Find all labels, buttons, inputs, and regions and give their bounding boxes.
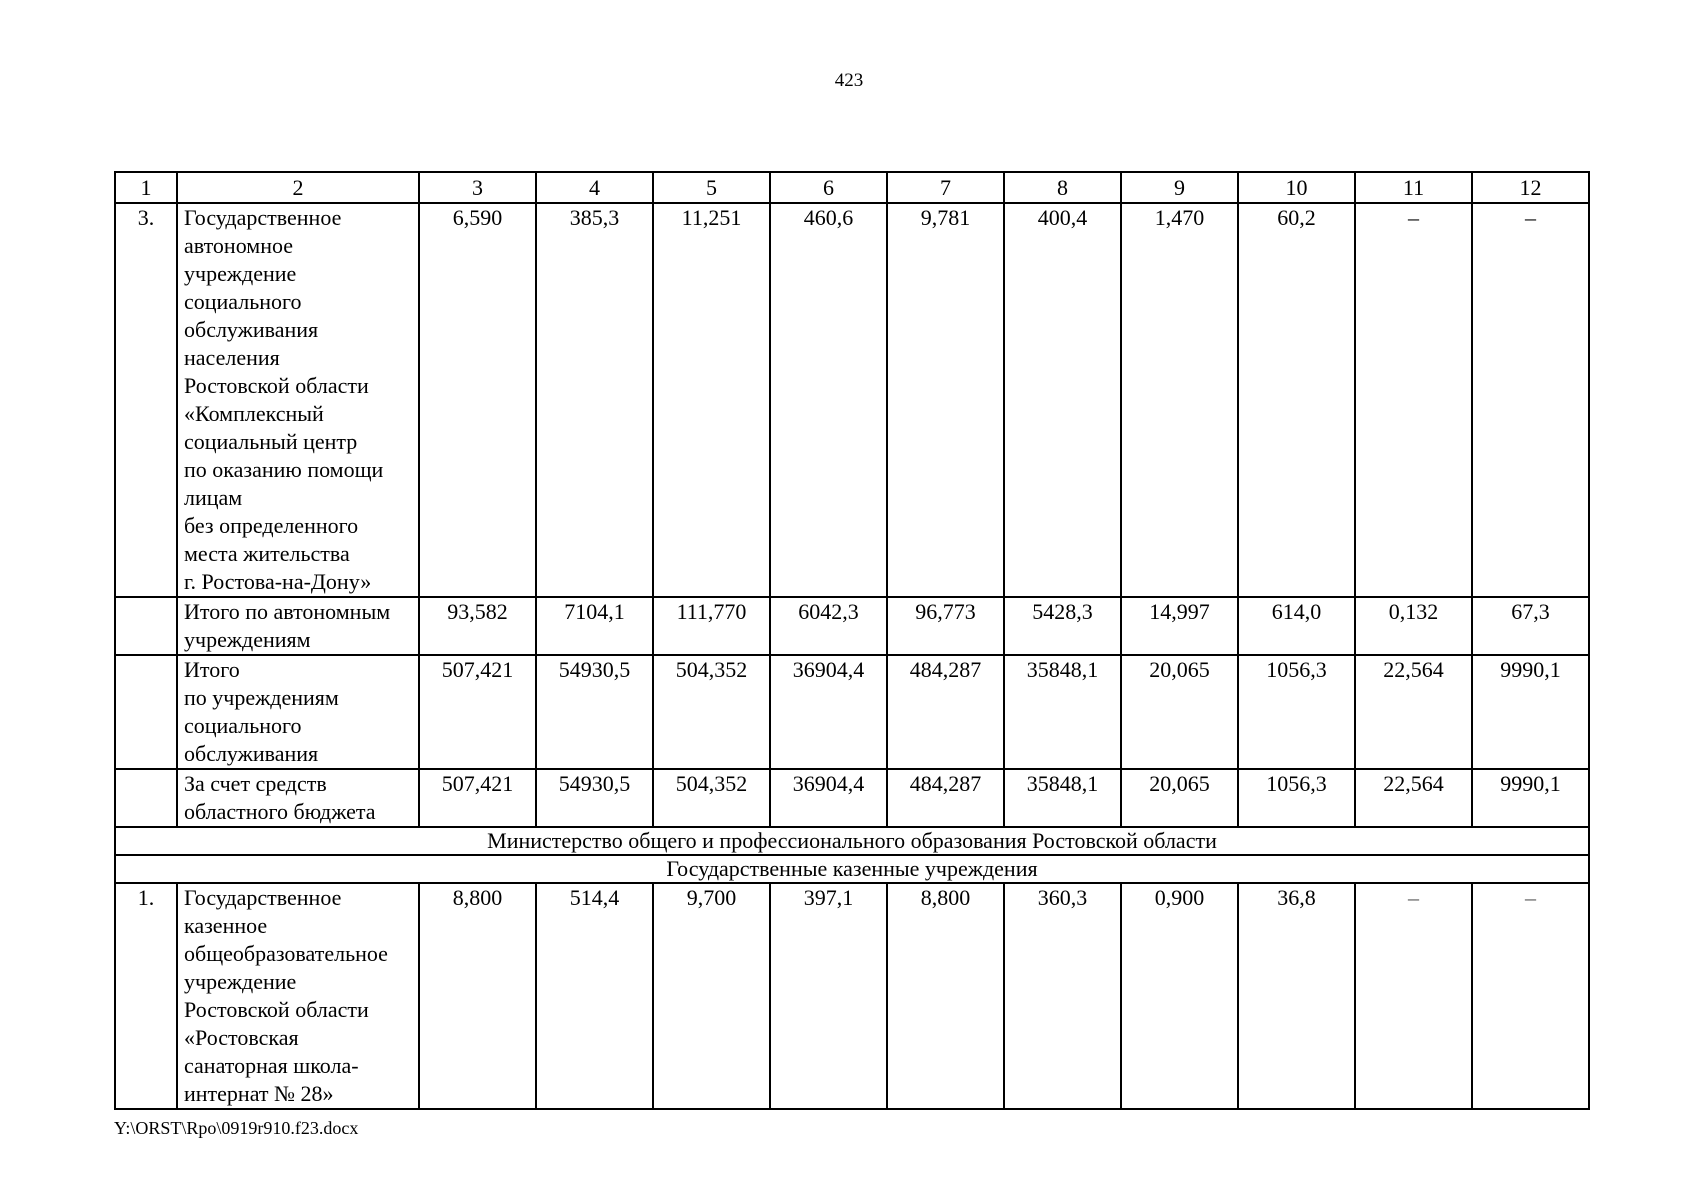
value-cell: 9990,1 [1472, 769, 1589, 827]
value-cell: 6,590 [419, 203, 536, 597]
value-cell: 507,421 [419, 769, 536, 827]
column-number: 3 [419, 172, 536, 203]
value-cell: – [1472, 203, 1589, 597]
value-cell: 507,421 [419, 655, 536, 769]
file-path-footer: Y:\ORST\Rpo\0919r910.f23.docx [114, 1118, 359, 1138]
row-number [115, 655, 177, 769]
value-cell: 22,564 [1355, 655, 1472, 769]
value-cell: 0,132 [1355, 597, 1472, 655]
value-cell: 360,3 [1004, 883, 1121, 1109]
value-cell: 484,287 [887, 769, 1004, 827]
value-cell: 385,3 [536, 203, 653, 597]
value-cell: 1056,3 [1238, 769, 1355, 827]
value-cell: 35848,1 [1004, 769, 1121, 827]
section-row [115, 827, 1589, 855]
value-cell: 8,800 [887, 883, 1004, 1109]
column-number: 5 [653, 172, 770, 203]
value-cell: – [1472, 883, 1589, 1109]
value-cell: 9990,1 [1472, 655, 1589, 769]
value-cell: 0,900 [1121, 883, 1238, 1109]
value-cell: 514,4 [536, 883, 653, 1109]
value-cell: 400,4 [1004, 203, 1121, 597]
value-cell: 460,6 [770, 203, 887, 597]
institution-name: За счет средств областного бюджета [177, 769, 419, 827]
value-cell: 111,770 [653, 597, 770, 655]
institution-name: Государственное казенное общеобразовательное учреждение Ростовской области «Ростовская санаторная школа- интернат № 28» [177, 883, 419, 1109]
value-cell: 9,781 [887, 203, 1004, 597]
column-number: 9 [1121, 172, 1238, 203]
page-number: 423 [834, 70, 864, 91]
ministry-heading: Министерство общего и профессионального образования Ростовской области [115, 827, 1589, 855]
value-cell: 93,582 [419, 597, 536, 655]
value-cell: 54930,5 [536, 769, 653, 827]
column-number: 7 [887, 172, 1004, 203]
value-cell: 9,700 [653, 883, 770, 1109]
row-number: 3. [115, 203, 177, 597]
value-cell: 96,773 [887, 597, 1004, 655]
value-cell: – [1355, 883, 1472, 1109]
row-number [115, 769, 177, 827]
value-cell: 54930,5 [536, 655, 653, 769]
institution-name: Итого по автономным учреждениям [177, 597, 419, 655]
value-cell: 6042,3 [770, 597, 887, 655]
value-cell: 397,1 [770, 883, 887, 1109]
table-row [115, 883, 1589, 1109]
value-cell: 36904,4 [770, 655, 887, 769]
institution-type-heading: Государственные казенные учреждения [115, 855, 1589, 883]
value-cell: 35848,1 [1004, 655, 1121, 769]
data-table [114, 171, 1590, 1110]
column-number: 2 [177, 172, 419, 203]
value-cell: 484,287 [887, 655, 1004, 769]
value-cell: 14,997 [1121, 597, 1238, 655]
value-cell: – [1355, 203, 1472, 597]
value-cell: 8,800 [419, 883, 536, 1109]
table-row [115, 203, 1589, 597]
column-number: 12 [1472, 172, 1589, 203]
value-cell: 11,251 [653, 203, 770, 597]
column-number: 11 [1355, 172, 1472, 203]
column-number: 8 [1004, 172, 1121, 203]
value-cell: 5428,3 [1004, 597, 1121, 655]
value-cell: 36,8 [1238, 883, 1355, 1109]
column-number: 4 [536, 172, 653, 203]
column-number: 1 [115, 172, 177, 203]
table-row [115, 769, 1589, 827]
section-row [115, 855, 1589, 883]
row-number: 1. [115, 883, 177, 1109]
value-cell: 504,352 [653, 769, 770, 827]
table-row [115, 655, 1589, 769]
institution-name: Итого по учреждениям социального обслуживания [177, 655, 419, 769]
value-cell: 504,352 [653, 655, 770, 769]
value-cell: 60,2 [1238, 203, 1355, 597]
value-cell: 36904,4 [770, 769, 887, 827]
value-cell: 7104,1 [536, 597, 653, 655]
value-cell: 20,065 [1121, 769, 1238, 827]
column-number: 10 [1238, 172, 1355, 203]
value-cell: 67,3 [1472, 597, 1589, 655]
column-number: 6 [770, 172, 887, 203]
institution-name: Государственное автономное учреждение социального обслуживания населения Ростовской области «Комплексный социальный центр по оказанию помощи лицам без определенного места жительства г. Ростова-на-Дону» [177, 203, 419, 597]
value-cell: 20,065 [1121, 655, 1238, 769]
value-cell: 614,0 [1238, 597, 1355, 655]
value-cell: 1,470 [1121, 203, 1238, 597]
table-header-row [115, 172, 1589, 203]
row-number [115, 597, 177, 655]
value-cell: 1056,3 [1238, 655, 1355, 769]
value-cell: 22,564 [1355, 769, 1472, 827]
table-row [115, 597, 1589, 655]
